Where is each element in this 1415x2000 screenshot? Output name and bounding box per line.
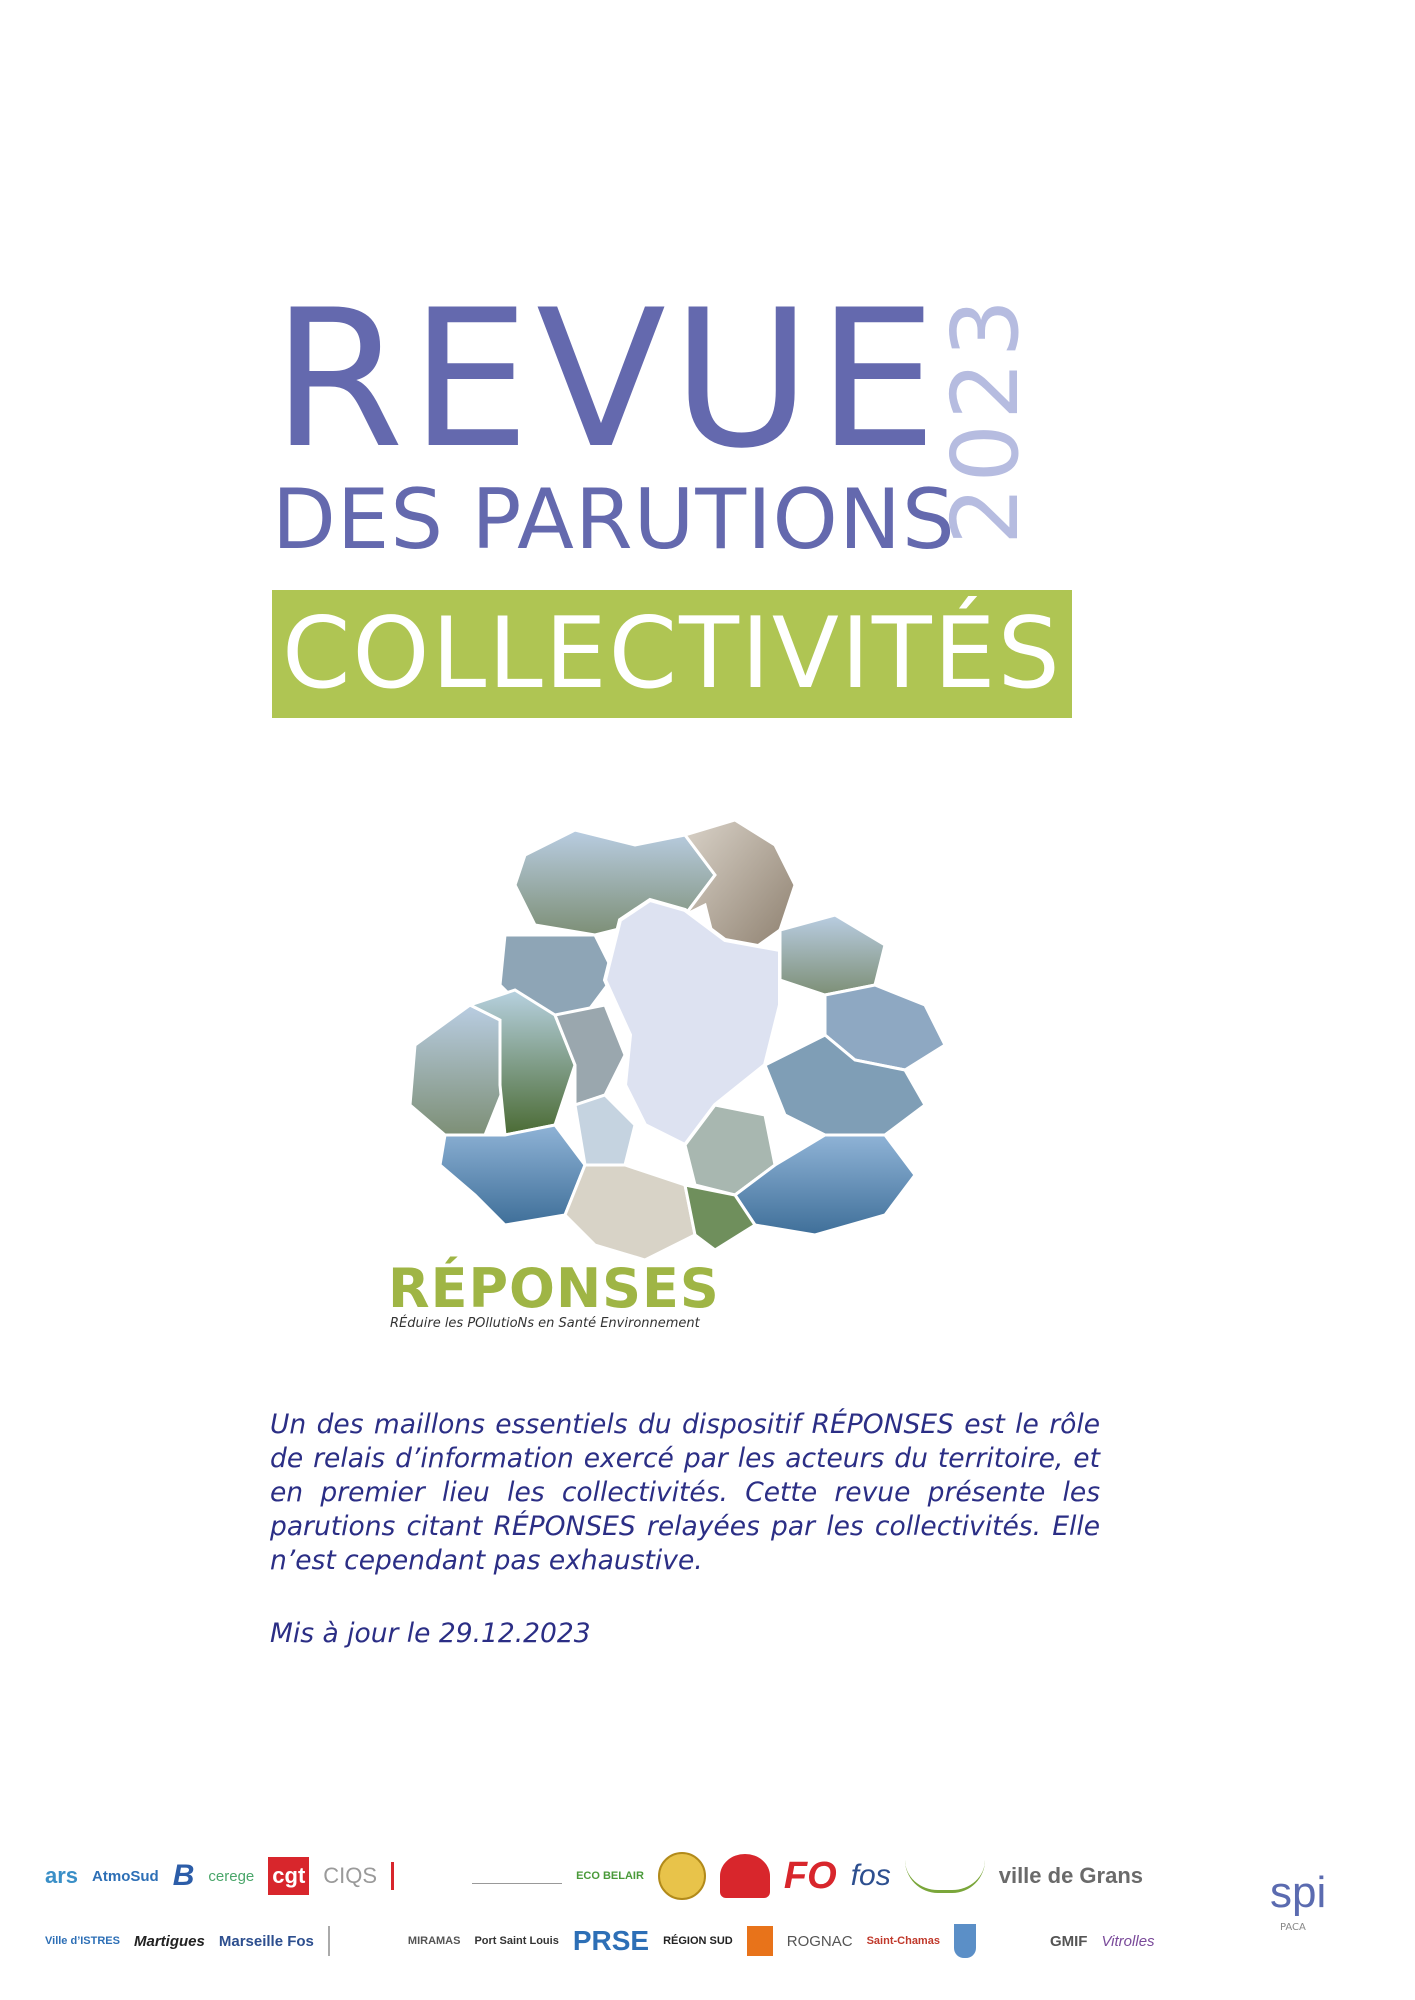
territory-map-mosaic [385,805,1005,1285]
logo-atmosud: AtmoSud [92,1867,159,1885]
logo-saint-mitre [990,1926,1036,1956]
logo-ars: ars [45,1863,79,1888]
logo-region-sud: RÉGION SUD [663,1935,733,1947]
logo-spi-paca: PACA [1280,1922,1306,1933]
logo-eco-belair: ECO BELAIR [576,1870,644,1882]
logo-vitrolles: Vitrolles [1101,1932,1155,1950]
logo-gignac [905,1860,985,1893]
logo-grans: ville de Grans [998,1863,1144,1888]
brand-logo-reponses: RÉPONSES [388,1257,720,1320]
logo-spi: spi [1270,1868,1327,1917]
partner-logos-row-1 [45,1845,1157,1907]
logo-istres: Ville d’ISTRES [45,1935,120,1947]
logo-cerege: cerege [208,1867,255,1885]
logo-martigues: Martigues [134,1932,205,1950]
map-tile-beach [440,1125,585,1225]
map-tile-industry-east [780,915,885,995]
logo-saint-chamas: Saint-Chamas [866,1935,940,1947]
logo-gmif: GMIF [1049,1932,1088,1950]
logo-ciqs: CIQS [323,1863,378,1888]
partner-logos-row-2 [45,1913,1169,1969]
logo-region-flag [747,1926,773,1956]
logo-seal [658,1852,706,1900]
logo-regional-office [472,1869,562,1884]
logo-prse: PRSE [572,1925,650,1956]
map-tile-sand [565,1165,695,1260]
title-revue: REVUE [272,269,944,490]
partner-logos [45,1845,1375,1975]
title-des-parutions: DES PARUTIONS [272,471,956,568]
logo-marseille-fos: Marseille Fos [218,1932,314,1950]
logo-miramas: MIRAMAS [407,1935,461,1947]
logo-prefecture [391,1862,458,1890]
logo-saint-mitre-crest [954,1924,976,1958]
logo-cgt: cgt [268,1857,309,1895]
logo-berre: B [172,1859,195,1892]
logo-rognac: ROGNAC [786,1932,853,1950]
logo-port-saint-louis: Port Saint Louis [474,1935,559,1947]
category-label: COLLECTIVITÉS [282,597,1062,711]
category-banner [272,590,1072,718]
intro-paragraph: Un des maillons essentiels du dispositif RÉPONSES est le rôle de relais d’information exercé par les acteurs du territoire, et en premier lieu les collectivités. Cette revue présente les parutions citant RÉPONSES relayées par les collectivités. Elle n’est cependant pas exhaustive. [270,1409,1100,1576]
title-year: 2023 [932,294,1039,545]
brand-tagline: RÉduire les POllutioNs en Santé Environnement [390,1316,700,1331]
map-tile-tower [410,1005,505,1135]
logo-france-nature [720,1854,770,1898]
map-tile-power-plant [575,1095,635,1165]
logo-fo: FO [783,1854,837,1897]
update-date: Mis à jour le 29.12.2023 [270,1618,591,1649]
logo-fos: fos [850,1859,891,1892]
logo-marseille-provence [328,1926,394,1956]
